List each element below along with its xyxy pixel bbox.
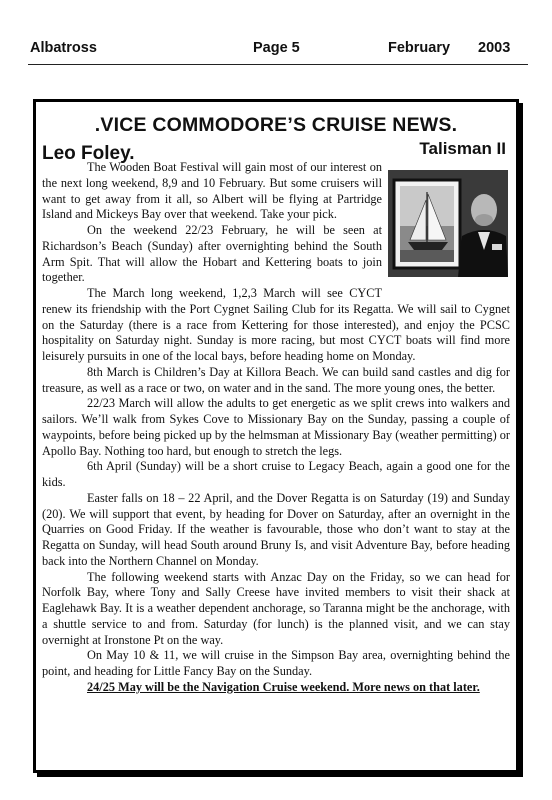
closing-note: 24/25 May will be the Navigation Cruise weekend. More news on that later. (87, 679, 480, 694)
paragraph: 6th April (Sunday) will be a short cruise to Legacy Beach, again a good one for the kids. (42, 459, 510, 489)
paragraph: 22/23 March will allow the adults to get energetic as we split crews into walkers and sailors. We’ll walk from Sykes Cove to Missionary Bay on the Sunday, passing a couple of waypoints, before being picked up by the helmsman at Missionary Bay (weather permitting) or Apollo Bay. Nothing too hard, but enough to stretch the legs. (42, 396, 510, 458)
paragraph: The March long weekend, 1,2,3 March will see CYCT renew its friendship with the Port Cygnet Sailing Club for its Regatta. We will sail to Cygnet on the Saturday (there is a race from Kettering for those interested), and enjoy the PCSC hospitality on Saturday night. Sunday is more racing, but most CYCT boats will find more leisurely pursuits in one of the local bays, before heading home on Monday. (42, 286, 510, 363)
article-body (42, 160, 510, 696)
paragraph: On May 10 & 11, we will cruise in the Simpson Bay area, overnighting behind the point, and heading for Little Fancy Bay on the Sunday. (42, 648, 510, 678)
header-rule (28, 64, 528, 65)
boat-name: Talisman II (419, 139, 506, 158)
page-header (30, 40, 530, 62)
photo-spacer (382, 160, 510, 287)
paragraph: The Wooden Boat Festival will gain most of our interest on the next long weekend, 8,9 and 10 February. But some cruisers will want to get away from it all, so Albert will be flying at Partridge Island and Mickeys Bay over that weekend. Take your pick. (42, 160, 382, 222)
paragraph: The following weekend starts with Anzac Day on the Friday, so we can head for Norfolk Bay, where Tony and Sally Creese have invited members to visit their shack at Eaglehawk Bay. It is a weather dependent anchorage, so Taranna might be the anchorage, with a shuttle service to and from. Saturday (for lunch) is the planned visit, and we can stay overnight at Ironstone Pt on the way. (42, 569, 510, 647)
issue-year: 2003 (478, 40, 511, 56)
paragraph: Easter falls on 18 – 22 April, and the Dover Regatta is on Saturday (19) and Sunday (20). We will support that event, by heading for Dover on Saturday, after an overnight in the Quarries on Good Friday. If the weather is favourable, those who don’t want to stay at the Regatta on Sunday, will head South around Bruny Is, and visit Adventure Bay, before heading back into the Northern Channel on Monday. (42, 490, 510, 568)
publication-name: Albatross (30, 40, 97, 56)
paragraph: 8th March is Children’s Day at Killora Beach. We can build sand castles and dig for treasure, as well as a race or two, on water and in the sand. The more young ones, the better. (42, 364, 510, 395)
page-number: Page 5 (253, 40, 300, 56)
article-box (33, 99, 519, 773)
paragraph: On the weekend 22/23 February, he will be seen at Richardson’s Beach (Sunday) after overnighting behind the South Arm Spit. That will allow the Hobart and Kettering boats to join together. (42, 223, 382, 285)
issue-month: February (388, 40, 451, 56)
article-title: .VICE COMMODORE’S CRUISE NEWS. (94, 114, 458, 136)
article-author: Leo Foley. (42, 143, 135, 164)
